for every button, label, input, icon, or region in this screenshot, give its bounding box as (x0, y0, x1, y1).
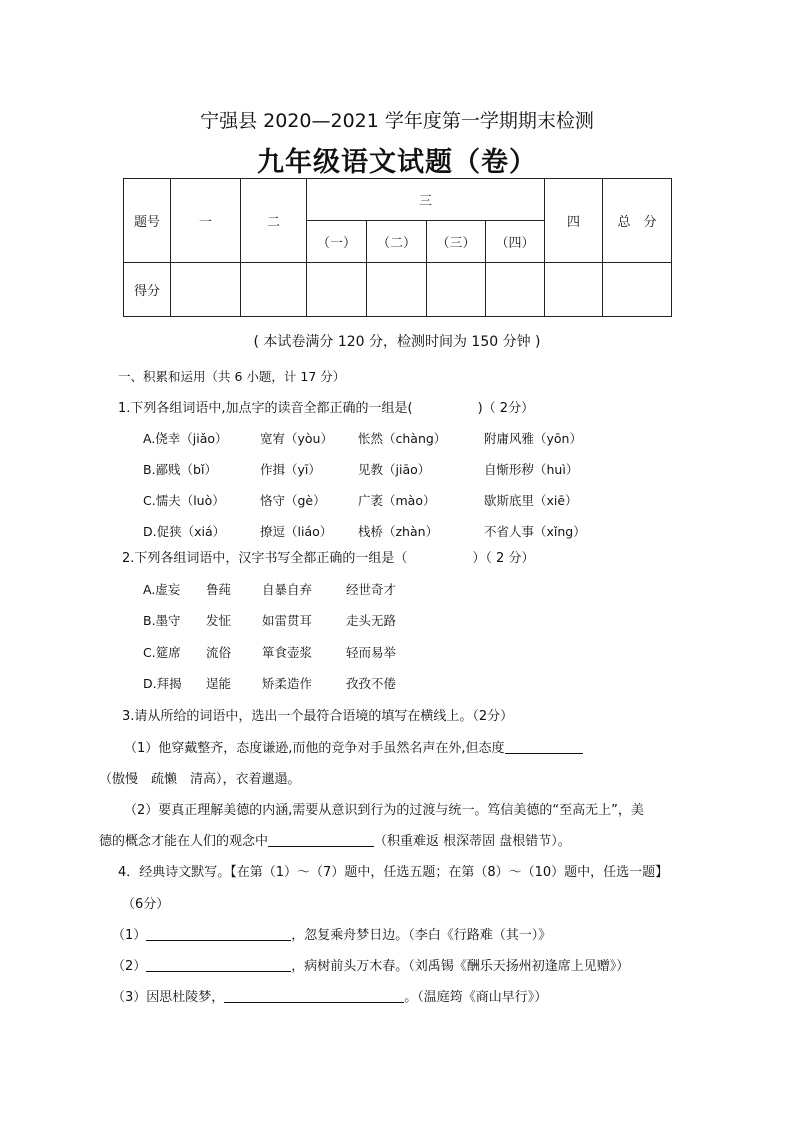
question-4-points: （6分） (122, 897, 170, 912)
col-part-3-sub-1: （一） (307, 221, 367, 262)
option-d-word-1: D.促狭（xiá） (143, 524, 226, 539)
line-text: ，病树前头万木春。（刘禹锡《酬乐天扬州初逢席上见赠》） (291, 959, 630, 974)
option-d-word-2: 撩逗（liáo） (260, 524, 333, 539)
question-3-part-2-line-1: （2）要真正理解美德的内涵,需要从意识到行为的过渡与统一。笃信美德的“至高无上”，美 (124, 803, 644, 818)
col-part-3-sub-2: （二） (367, 221, 427, 262)
option-c-word-4: 轻而易举 (346, 645, 397, 660)
option-d-word-3: 矫柔造作 (262, 676, 313, 691)
score-cell[interactable] (427, 262, 486, 316)
exam-title: 宁强县 2020—2021 学年度第一学期期末检测 (200, 110, 594, 132)
question-3-part-1-line-2: （傲慢 疏懒 清高），衣着邋遢。 (99, 772, 301, 787)
option-a-word-3: 怅然（chàng） (358, 431, 447, 446)
col-part-1: 一 (171, 179, 241, 263)
col-part-3-sub-3: （三） (427, 221, 486, 262)
recitation-line-1 (112, 924, 551, 943)
option-b-word-2: 作揖（yī） (260, 462, 321, 477)
section-heading: 一、积累和运用（共 6 小题，计 17 分） (118, 369, 346, 384)
line-number: （1） (112, 928, 147, 943)
question-3-part-2-line-2 (99, 830, 571, 849)
option-a-word-3: 自暴自弃 (262, 582, 313, 597)
score-cell[interactable] (367, 262, 427, 316)
line-text-lead: （3）因思杜陵梦， (112, 990, 225, 1005)
option-a-word-2: 鲁莼 (206, 582, 232, 597)
question-3-part-1-text: （1）他穿戴整齐，态度谦逊,而他的竞争对手虽然名声在外,但态度 (124, 741, 505, 756)
score-cell[interactable] (486, 262, 545, 316)
score-cell[interactable] (545, 262, 603, 316)
question-3-part-1-line-1 (124, 737, 583, 756)
option-d-word-4: 孜孜不倦 (346, 676, 397, 691)
option-c-word-2: 流俗 (206, 645, 232, 660)
option-b-word-4: 走头无路 (346, 613, 397, 628)
col-part-2: 二 (241, 179, 307, 263)
col-part-3-sub-4: （四） (486, 221, 545, 262)
exam-subtitle: 九年级语文试题（卷） (257, 147, 537, 178)
score-table (123, 178, 672, 317)
question-3-part-2-text: 德的概念才能在人们的观念中 (99, 834, 269, 849)
score-cell[interactable] (603, 262, 672, 316)
option-c-word-1: C.筵席 (143, 645, 181, 660)
line-text: ，忽复乘舟梦日边。（李白《行路难（其一）》 (291, 928, 552, 943)
exam-note: ( 本试卷满分 120 分，检测时间为 150 分钟 ) (253, 334, 541, 350)
question-2-stem: 2.下列各组词语中，汉字书写全都正确的一组是（ ）（ 2 分） (122, 551, 535, 566)
option-b-word-2: 发怔 (206, 613, 232, 628)
option-a-word-4: 附庸风雅（yōn） (484, 431, 582, 446)
option-c-word-3: 箪食壶浆 (262, 645, 313, 660)
question-1-stem: 1.下列各组词语中,加点字的读音全都正确的一组是( )（ 2分） (118, 401, 535, 416)
score-cell[interactable] (171, 262, 241, 316)
option-d-word-4: 不省人事（xǐng） (484, 524, 586, 539)
option-c-word-1: C.懦夫（luò） (143, 493, 225, 508)
answer-blank[interactable] (224, 988, 404, 1003)
answer-blank[interactable] (146, 957, 291, 972)
line-text: 。（温庭筠《商山早行》） (404, 990, 548, 1005)
answer-blank[interactable] (146, 926, 291, 941)
question-4-stem: 4．经典诗文默写。【在第（1）～（7）题中，任选五题；在第（8）～（10）题中，任选一题】 (118, 865, 669, 880)
option-c-word-3: 广袤（mào） (358, 493, 436, 508)
option-d-word-2: 逞能 (206, 676, 232, 691)
recitation-line-2 (112, 955, 629, 974)
col-total: 总 分 (603, 179, 672, 263)
question-3-part-2-choices: （积重难返 根深蒂固 盘根错节）。 (374, 834, 571, 849)
answer-blank[interactable] (505, 739, 583, 754)
option-b-word-3: 如雷贯耳 (262, 613, 313, 628)
row-label-score: 得分 (124, 262, 171, 316)
col-part-4: 四 (545, 179, 603, 263)
option-b-word-3: 见教（jiāo） (358, 462, 431, 477)
score-cell[interactable] (241, 262, 307, 316)
option-c-word-2: 恪守（gè） (260, 493, 326, 508)
option-d-word-1: D.拜揭 (143, 676, 182, 691)
option-a-word-2: 宽宥（yòu） (260, 431, 333, 446)
option-a-word-1: A.侥幸（jiǎo） (143, 431, 228, 446)
option-d-word-3: 栈桥（zhàn） (358, 524, 439, 539)
option-a-word-4: 经世奇才 (346, 582, 397, 597)
line-number: （2） (112, 959, 147, 974)
option-b-word-4: 自惭形秽（huì） (484, 462, 579, 477)
answer-blank[interactable] (268, 832, 374, 847)
score-cell[interactable] (307, 262, 367, 316)
option-b-word-1: B.鄙贱（bǐ） (143, 462, 217, 477)
recitation-line-3 (112, 986, 547, 1005)
option-b-word-1: B.墨守 (143, 613, 181, 628)
option-a-word-1: A.虚妄 (143, 582, 181, 597)
col-part-3: 三 (307, 179, 545, 221)
option-c-word-4: 歇斯底里（xiē） (484, 493, 578, 508)
row-label-question-no: 题号 (124, 179, 171, 263)
question-3-stem: 3.请从所给的词语中，选出一个最符合语境的填写在横线上。（2分） (122, 709, 514, 724)
